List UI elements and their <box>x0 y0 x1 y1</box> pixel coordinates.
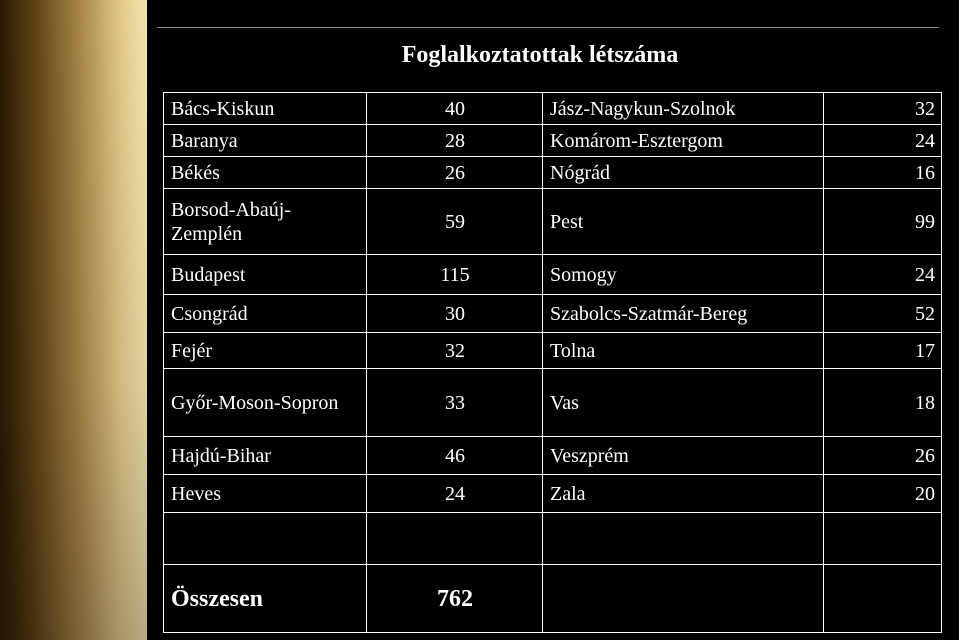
county-name: Borsod-Abaúj-Zemplén <box>164 189 367 255</box>
decorative-gold-bar <box>0 0 147 640</box>
county-name: Baranya <box>164 125 367 157</box>
employee-count-table <box>163 92 942 633</box>
table-row <box>164 437 942 475</box>
county-name: Pest <box>543 189 824 255</box>
county-name: Bács-Kiskun <box>164 93 367 125</box>
county-name: Zala <box>543 475 824 513</box>
county-value: 32 <box>367 333 543 369</box>
county-name: Hajdú-Bihar <box>164 437 367 475</box>
county-value: 26 <box>824 437 942 475</box>
empty-cell <box>543 513 824 565</box>
table-row <box>164 255 942 295</box>
table-row <box>164 475 942 513</box>
page-title: Foglalkoztatottak létszáma <box>401 42 679 68</box>
county-value: 24 <box>824 125 942 157</box>
empty-cell <box>543 565 824 633</box>
table-row <box>164 295 942 333</box>
county-value: 115 <box>367 255 543 295</box>
county-name: Jász-Nagykun-Szolnok <box>543 93 824 125</box>
county-name: Somogy <box>543 255 824 295</box>
empty-cell <box>824 513 942 565</box>
slide <box>147 0 959 640</box>
county-value: 24 <box>824 255 942 295</box>
total-value: 762 <box>367 565 543 633</box>
county-name: Győr-Moson-Sopron <box>164 369 367 437</box>
county-value: 24 <box>367 475 543 513</box>
county-value: 30 <box>367 295 543 333</box>
county-value: 59 <box>367 189 543 255</box>
empty-cell <box>824 565 942 633</box>
total-label: Összesen <box>164 565 367 633</box>
county-value: 18 <box>824 369 942 437</box>
table-row-empty <box>164 513 942 565</box>
county-name: Heves <box>164 475 367 513</box>
total-row <box>164 565 942 633</box>
county-name: Nógrád <box>543 157 824 189</box>
county-name: Budapest <box>164 255 367 295</box>
county-value: 16 <box>824 157 942 189</box>
table-row <box>164 93 942 125</box>
county-name: Komárom-Esztergom <box>543 125 824 157</box>
county-value: 20 <box>824 475 942 513</box>
county-value: 28 <box>367 125 543 157</box>
county-name: Fejér <box>164 333 367 369</box>
county-value: 33 <box>367 369 543 437</box>
county-value: 26 <box>367 157 543 189</box>
county-name: Veszprém <box>543 437 824 475</box>
table-row <box>164 125 942 157</box>
table-row <box>164 333 942 369</box>
county-value: 40 <box>367 93 543 125</box>
county-name: Tolna <box>543 333 824 369</box>
table-row <box>164 369 942 437</box>
county-name: Vas <box>543 369 824 437</box>
county-name: Csongrád <box>164 295 367 333</box>
county-value: 52 <box>824 295 942 333</box>
county-name: Szabolcs-Szatmár-Bereg <box>543 295 824 333</box>
county-value: 17 <box>824 333 942 369</box>
county-value: 32 <box>824 93 942 125</box>
table-row <box>164 189 942 255</box>
empty-cell <box>367 513 543 565</box>
empty-cell <box>164 513 367 565</box>
top-divider <box>157 27 939 28</box>
table-row <box>164 157 942 189</box>
county-value: 99 <box>824 189 942 255</box>
county-name: Békés <box>164 157 367 189</box>
county-value: 46 <box>367 437 543 475</box>
